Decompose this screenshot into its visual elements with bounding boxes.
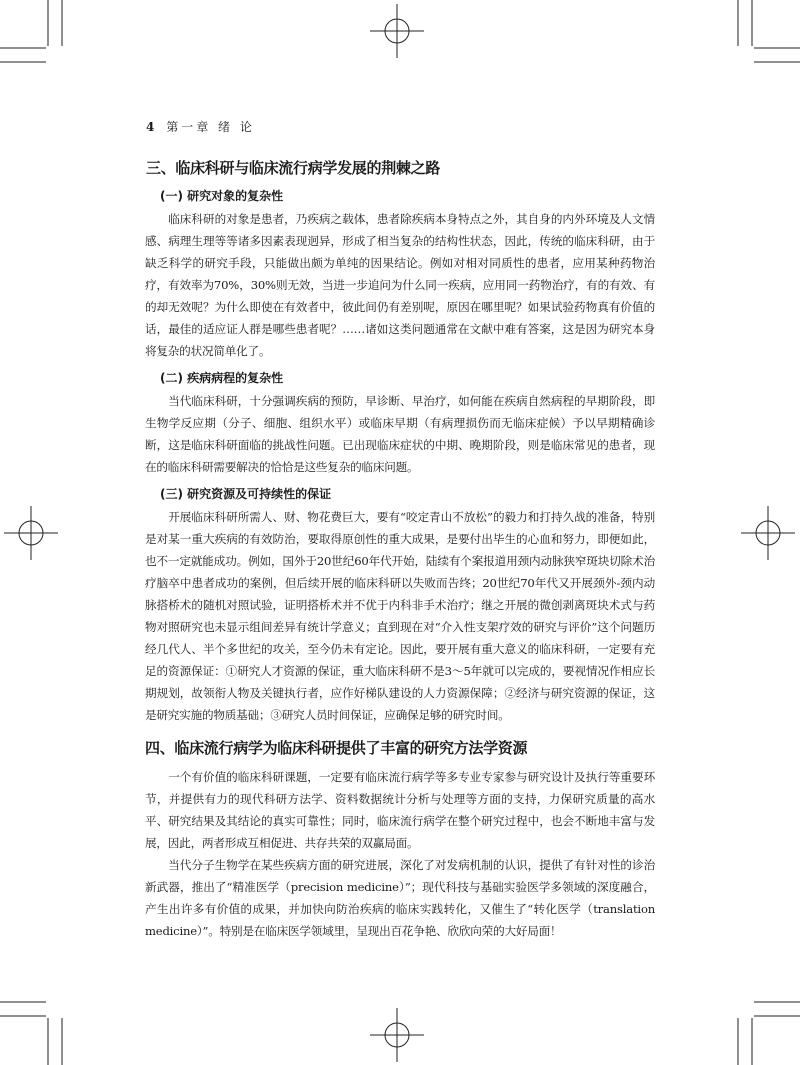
section-4-paragraph-1: 一个有价值的临床科研课题，一定要有临床流行病学等多专业专家参与研究设计及执行等重要环节，并提供有力的现代科研方法学、资料数据统计分析与处理等方面的支持，力保研究质量的高水平、研究结果及其结论的真实可靠性；同时，临床流行病学在整个研究过程中，也会不断地丰富与发展，因此，两者形成互相促进、共存共荣的双赢局面。 xyxy=(145,770,655,850)
registration-target-left xyxy=(4,506,58,560)
chapter-title: 第一章 绪 论 xyxy=(166,120,255,134)
subsection-2-paragraph: 当代临床科研，十分强调疾病的预防，早诊断、早治疗，如何能在疾病自然病程的早期阶段，即生物学反应期（分子、细胞、组织水平）或临床早期（有病理损伤而无临床症候）予以早期精确诊断，这是临床科研面临的挑战性问题。已出现临床症状的中期、晚期阶段，则是临床常见的患者，现在的临床科研需要解决的恰恰是这些复杂的临床问题。 xyxy=(145,394,655,474)
subsection-3-paragraph: 开展临床科研所需人、财、物花费巨大，要有“咬定青山不放松”的毅力和打持久战的准备，特别是对某一重大疾病的有效防治，要取得原创性的重大成果，是要付出毕生的心血和努力，即便如此，也不一定就能成功。例如，国外于20世纪60年代开始，陆续有个案报道用颈内动脉狭窄斑块切除术治疗脑卒中患者成功的案例，但后续开展的临床科研以失败而告终；20世纪70年代又开展颈外-颈内动脉搭桥术的随机对照试验，证明搭桥术并不优于内科非手术治疗；继之开展的微创剥离斑块术式与药物对照研究也未显示组间差异有统计学意义；直到现在对“介入性支架疗效的研究与评价”这个问题历经几代人、半个多世纪的攻关，至今仍未有定论。因此，要开展有重大意义的临床科研，一定要有充足的资源保证：①研究人才资源的保证，重大临床科研不是3～5年就可以完成的，要视情况作相应长期规划，故领衔人物及关键执行者，应作好梯队建设的人力资源保障；②经济与研究资源的保证，这是研究实施的物质基础；③研究人员时间保证，应确保足够的研究时间。 xyxy=(145,510,655,722)
section-4-paragraph-2: 当代分子生物学在某些疾病方面的研究进展，深化了对发病机制的认识，提供了有针对性的诊治新武器，推出了“精准医学（precision medicine）”；现代科技与基础实验医学多领域的深度融合，产生出许多有价值的成果，并加快向防治疾病的临床实践转化，又催生了“转化医学（translation medicine）”。特别是在临床医学领域里，呈现出百花争艳、欣欣向荣的大好局面！ xyxy=(145,858,655,938)
running-head xyxy=(146,119,255,135)
crop-mark-bottom-left xyxy=(0,1002,62,1065)
crop-mark-top-left xyxy=(0,0,62,62)
registration-target-right xyxy=(741,506,795,560)
section-3-heading: 三、临床科研与临床流行病学发展的荆棘之路 xyxy=(146,159,441,177)
crop-mark-top-right xyxy=(738,0,800,62)
page-number: 4 xyxy=(146,120,155,134)
page-body xyxy=(145,156,655,942)
subsection-3-heading: (三) 研究资源及可持续性的保证 xyxy=(160,487,332,501)
crop-mark-bottom-right xyxy=(738,1002,800,1065)
registration-target-top xyxy=(370,4,424,58)
registration-target-bottom xyxy=(370,1008,424,1062)
section-4-heading: 四、临床流行病学为临床科研提供了丰富的研究方法学资源 xyxy=(145,739,528,757)
subsection-1-heading: (一) 研究对象的复杂性 xyxy=(160,189,284,203)
subsection-1-paragraph: 临床科研的对象是患者，乃疾病之载体，患者除疾病本身特点之外，其自身的内外环境及人文情感、病理生理等等诸多因素表现迥异，形成了相当复杂的结构性状态，因此，传统的临床科研，由于缺乏科学的研究手段，只能做出颇为单纯的因果结论。例如对相对同质性的患者，应用某种药物治疗，有效率为70%，30%则无效，当进一步追问为什么同一疾病，应用同一药物治疗，有的有效、有的却无效呢？为什么即使在有效者中，彼此间仍有差别呢，原因在哪里呢？如果试验药物真有价值的话，最佳的适应证人群是哪些患者呢？……诸如这类问题通常在文献中难有答案，这是因为研究本身将复杂的状况简单化了。 xyxy=(145,212,655,358)
subsection-2-heading: (二) 疾病病程的复杂性 xyxy=(160,371,284,385)
